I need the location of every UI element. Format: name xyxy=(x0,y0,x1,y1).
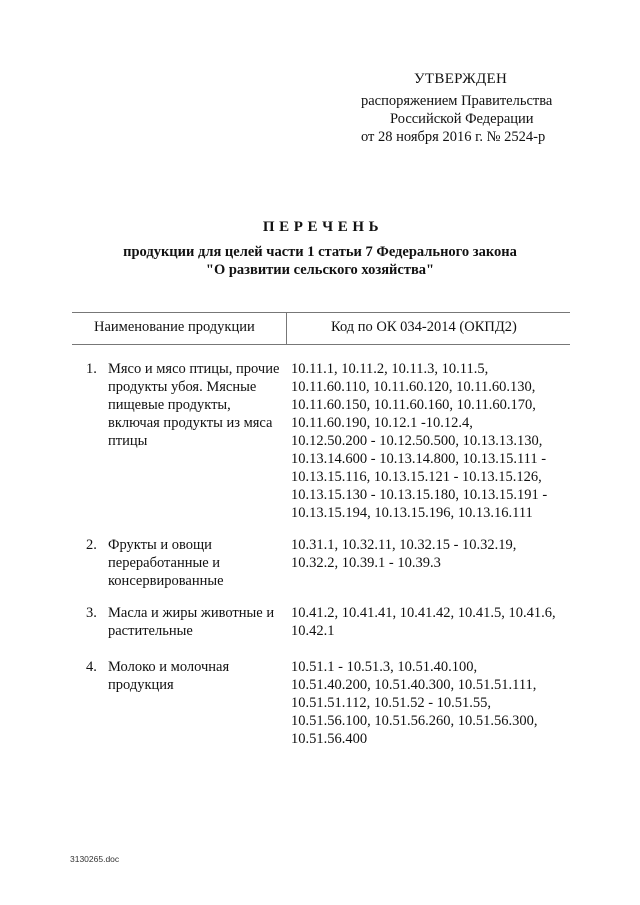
document-title: ПЕРЕЧЕНЬ xyxy=(262,219,384,235)
product-name-line: растительные xyxy=(108,623,193,639)
product-name xyxy=(108,536,288,590)
product-name-line: Масла и жиры животные и xyxy=(108,605,275,621)
product-name xyxy=(108,360,288,450)
product-codes xyxy=(291,658,591,748)
code-line: 10.13.15.116, 10.13.15.121 - 10.13.15.126, xyxy=(291,469,542,485)
table-header-bottom-rule xyxy=(72,344,570,345)
product-codes xyxy=(291,360,591,522)
code-line: 10.12.50.200 - 10.12.50.500, 10.13.13.130, xyxy=(291,433,543,449)
table-top-rule xyxy=(72,312,570,313)
code-line: 10.11.60.190, 10.12.1 -10.12.4, xyxy=(291,415,473,431)
code-line: 10.41.2, 10.41.41, 10.41.42, 10.41.5, 10.41.6, xyxy=(291,605,556,621)
row-number: 3. xyxy=(86,605,97,621)
code-line: 10.51.56.100, 10.51.56.260, 10.51.56.300, xyxy=(291,713,538,729)
column-header-name: Наименование продукции xyxy=(94,319,255,335)
code-line: 10.31.1, 10.32.11, 10.32.15 - 10.32.19, xyxy=(291,537,517,553)
product-name-line: консервированные xyxy=(108,573,224,589)
product-codes xyxy=(291,536,591,572)
code-line: 10.13.14.600 - 10.13.14.800, 10.13.15.111 - xyxy=(291,451,547,467)
code-line: 10.42.1 xyxy=(291,623,335,639)
code-line: 10.51.40.200, 10.51.40.300, 10.51.51.111, xyxy=(291,677,537,693)
row-number: 1. xyxy=(86,361,97,377)
product-name-line: Молоко и молочная xyxy=(108,659,230,675)
footer-doc-id: 3130265.doc xyxy=(70,854,120,864)
document-subtitle-line-1: продукции для целей части 1 статьи 7 Федерального закона xyxy=(123,244,517,260)
product-name-line: продукция xyxy=(108,677,174,693)
code-line: 10.11.60.150, 10.11.60.160, 10.11.60.170, xyxy=(291,397,536,413)
table-header-divider xyxy=(286,312,287,344)
approval-line-2: Российской Федерации xyxy=(390,111,534,127)
product-name-line: включая продукты из мяса xyxy=(108,415,273,431)
code-line: 10.51.51.112, 10.51.52 - 10.51.55, xyxy=(291,695,492,711)
product-name-line: переработанные и xyxy=(108,555,221,571)
code-line: 10.11.1, 10.11.2, 10.11.3, 10.11.5, xyxy=(291,361,489,377)
document-subtitle-line-2: "О развитии сельского хозяйства" xyxy=(205,262,435,278)
column-header-code: Код по ОК 034-2014 (ОКПД2) xyxy=(331,319,517,335)
code-line: 10.13.15.130 - 10.13.15.180, 10.13.15.191 - xyxy=(291,487,548,503)
product-name-line: пищевые продукты, xyxy=(108,397,231,413)
approval-line-1: распоряжением Правительства xyxy=(361,93,553,109)
product-name-line: Мясо и мясо птицы, прочие xyxy=(108,361,280,377)
approval-title: УТВЕРЖДЕН xyxy=(414,71,508,87)
product-name-line: Фрукты и овощи xyxy=(108,537,212,553)
product-name xyxy=(108,604,288,640)
product-name-line: продукты убоя. Мясные xyxy=(108,379,257,395)
code-line: 10.13.15.194, 10.13.15.196, 10.13.16.111 xyxy=(291,505,533,521)
row-number: 2. xyxy=(86,537,97,553)
product-name-line: птицы xyxy=(108,433,148,449)
code-line: 10.32.2, 10.39.1 - 10.39.3 xyxy=(291,555,441,571)
product-name xyxy=(108,658,288,694)
product-codes xyxy=(291,604,591,640)
row-number: 4. xyxy=(86,659,97,675)
code-line: 10.51.56.400 xyxy=(291,731,368,747)
code-line: 10.11.60.110, 10.11.60.120, 10.11.60.130, xyxy=(291,379,536,395)
code-line: 10.51.1 - 10.51.3, 10.51.40.100, xyxy=(291,659,478,675)
approval-line-3: от 28 ноября 2016 г. № 2524-р xyxy=(361,129,546,145)
